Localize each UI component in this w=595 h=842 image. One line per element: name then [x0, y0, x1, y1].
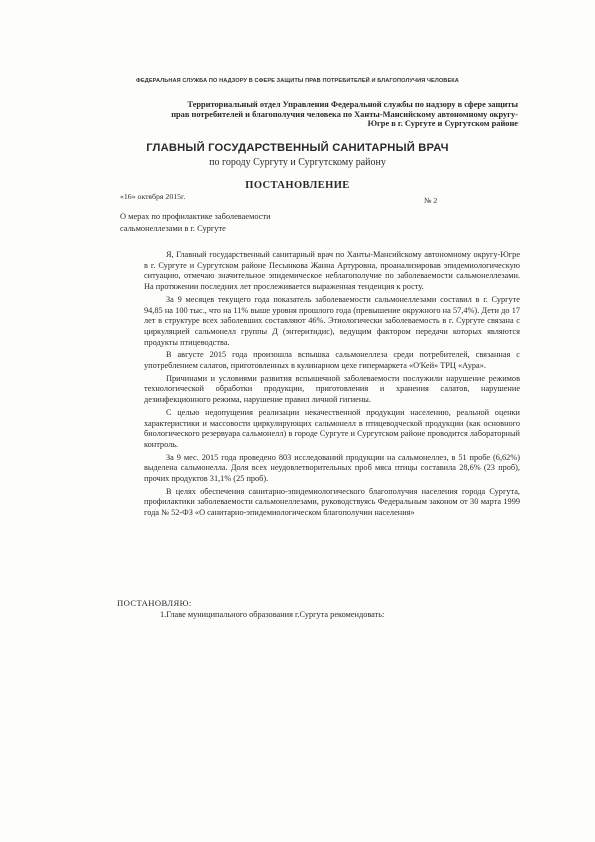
decree-number: № 2: [424, 196, 438, 205]
decree-title: ПОСТАНОВЛЕНИЕ: [245, 180, 350, 191]
body-paragraph: Причинами и условиями развития вспышечной заболеваемости послужили нарушение режимов технологической обработки продукции, приготовления и хранения салатов, нарушение дезинфекционного режима, нарушение правил личной гигиены.: [144, 373, 520, 405]
body-paragraph: За 9 мес. 2015 года проведено 803 исследований продукции на сальмонеллез, в 51 пробе (6,62%) выделена сальмонелла. Доля всех неудовлетворительных проб мяса птицы составила 28,6% (23 проб), прочих продуктов 31,1% (25 проб).: [144, 452, 520, 484]
chief-subtitle: по городу Сургуту и Сургутскому району: [209, 157, 386, 168]
body-paragraph: Я, Главный государственный санитарный врач по Ханты-Мансийскому автономному округу-Югре в г. Сургуте и Сургутском районе Песынкова Жанна Артуровна, проанализировав эпидемиологическую ситуацию, отмечаю значительное эпидемическое неблагополучие по заболеваемости сальмонеллезами. На протяжении последних лет прослеживается выраженная тенденция к росту.: [144, 250, 520, 292]
decree-date: «16» октября 2015г.: [120, 192, 186, 201]
subject-line: О мерах по профилактике заболеваемости: [120, 212, 271, 221]
subject-line: сальмонеллезами в г. Сургуте: [120, 224, 226, 233]
department-line: Территориальный отдел Управления Федеральной службы по надзору в сфере защиты: [187, 100, 518, 109]
body-paragraph: В целях обеспечения санитарно-эпидемиологического благополучия населения города Сургута, профилактики заболеваемости сальмонеллезами, руководствуясь Федеральным законом от 30 марта 1999 года № 52-ФЗ «О санитарно-эпидемиологическом благополучии населения»: [144, 486, 520, 518]
decree-subject: [120, 211, 350, 235]
body-paragraph: За 9 месяцев текущего года показатель заболеваемости сальмонеллезами составил в г. Сургуте 94,85 на 100 тыс., что на 11% выше уровня прошлого года (превышение окружного на 57,4%). Дети до 17 лет в структуре всех заболевших составляют 46%. Этиологически заболеваемость в г. Сургуте связана с циркуляцией сальмонелл группы Д (энтеритидис), ведущим фактором передачи которых являются продукты птицеводства.: [144, 294, 520, 347]
department-line: прав потребителей и благополучия человека по Ханты-Мансийскому автономному округу-: [171, 109, 518, 119]
agency-header: ФЕДЕРАЛЬНАЯ СЛУЖБА ПО НАДЗОРУ В СФЕРЕ ЗАЩИТЫ ПРАВ ПОТРЕБИТЕЛЕЙ И БЛАГОПОЛУЧИЯ ЧЕЛОВЕКА: [136, 78, 459, 84]
department-line: Югре в г. Сургуте и Сургутском районе: [367, 119, 518, 129]
body-paragraph: В августе 2015 года произошла вспышка сальмонеллеза среди потребителей, связанная с употреблением салатов, приготовленных в кулинарном цехе гипермаркета «О'Кей» ТРЦ «Аура».: [144, 350, 520, 371]
department-block: [118, 100, 518, 129]
chief-title: ГЛАВНЫЙ ГОСУДАРСТВЕННЫЙ САНИТАРНЫЙ ВРАЧ: [146, 142, 449, 154]
resolve-item: 1.Главе муниципального образования г.Сургута рекомендовать:: [160, 610, 385, 619]
body-paragraph: С целью недопущения реализации некачественной продукции населению, реальной оценки характеристики и массовости циркулирующих сальмонелл в птицеводческой продукции (как основного биологического резервуара сальмонелл) в городе Сургуте и Сургутском районе проводится лабораторный контроль.: [144, 407, 520, 449]
document-body: [144, 250, 520, 521]
resolve-heading: ПОСТАНОВЛЯЮ:: [117, 598, 192, 608]
